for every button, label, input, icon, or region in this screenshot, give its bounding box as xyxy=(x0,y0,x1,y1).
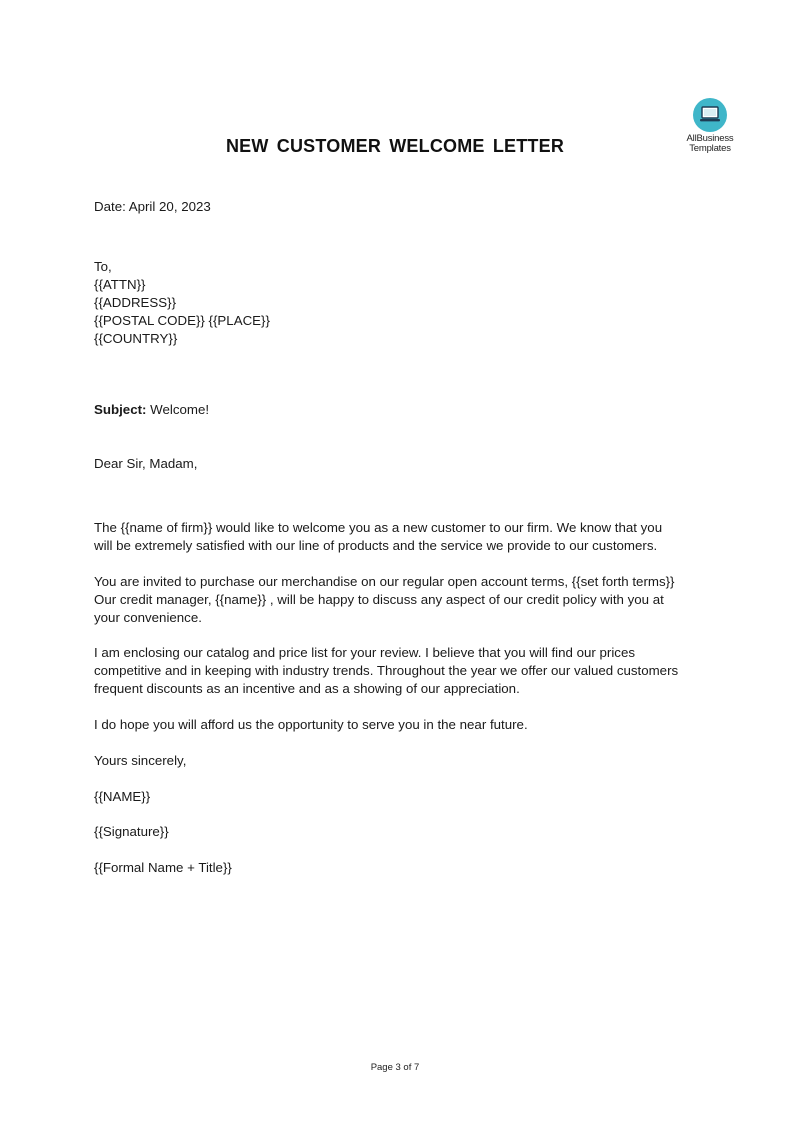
laptop-icon xyxy=(693,98,727,132)
name-placeholder: {{NAME}} xyxy=(94,789,151,804)
paragraph-line: I do hope you will afford us the opportunity to serve you in the near future. xyxy=(94,717,528,732)
paragraph-line: The {{name of firm}} would like to welcome you as a new customer to our firm. We know that you xyxy=(94,520,663,535)
document-title: NEW CUSTOMER WELCOME LETTER xyxy=(225,136,565,156)
closing-text: Yours sincerely, xyxy=(94,753,187,768)
address-to: To, xyxy=(94,259,112,274)
subject-label: Subject: xyxy=(94,402,147,417)
address-attn: {{ATTN}} xyxy=(94,277,146,292)
paragraph-line: frequent discounts as an incentive and as a showing of our appreciation. xyxy=(94,681,520,696)
address-street: {{ADDRESS}} xyxy=(94,295,177,310)
subject-line xyxy=(94,401,714,419)
date-line xyxy=(94,198,714,216)
address-postal-place: {{POSTAL CODE}} {{PLACE}} xyxy=(94,313,270,328)
formal-name-placeholder: {{Formal Name + Title}} xyxy=(94,860,232,875)
paragraph-line: will be extremely satisfied with our line of products and the service we provide to our customers. xyxy=(94,538,658,553)
address-country: {{COUNTRY}} xyxy=(94,331,178,346)
paragraph-line: your convenience. xyxy=(94,610,202,625)
salutation xyxy=(94,455,714,473)
date-text: Date: April 20, 2023 xyxy=(94,199,211,214)
paragraph-2 xyxy=(94,573,714,627)
paragraph-line: I am enclosing our catalog and price list for your review. I believe that you will find our prices xyxy=(94,645,636,660)
paragraph-1 xyxy=(94,519,714,555)
paragraph-line: You are invited to purchase our merchandise on our regular open account terms, {{set forth terms}} xyxy=(94,574,675,589)
signature-name xyxy=(94,788,714,806)
recipient-address xyxy=(94,258,714,348)
salutation-text: Dear Sir, Madam, xyxy=(94,456,198,471)
paragraph-3 xyxy=(94,644,714,698)
paragraph-line: Our credit manager, {{name}} , will be happy to discuss any aspect of our credit policy with you at xyxy=(94,592,664,607)
signature-line xyxy=(94,823,714,841)
logo-line-2: Templates xyxy=(689,143,731,154)
signature-placeholder: {{Signature}} xyxy=(94,824,169,839)
page-number: Page 3 of 7 xyxy=(370,1062,420,1073)
paragraph-4 xyxy=(94,716,714,734)
closing xyxy=(94,752,714,770)
paragraph-line: competitive and in keeping with industry trends. Throughout the year we offer our valued customers xyxy=(94,663,679,678)
subject-text: Welcome! xyxy=(146,402,210,417)
formal-name-title xyxy=(94,859,714,877)
logo-line-1: AllBusiness xyxy=(686,133,734,144)
